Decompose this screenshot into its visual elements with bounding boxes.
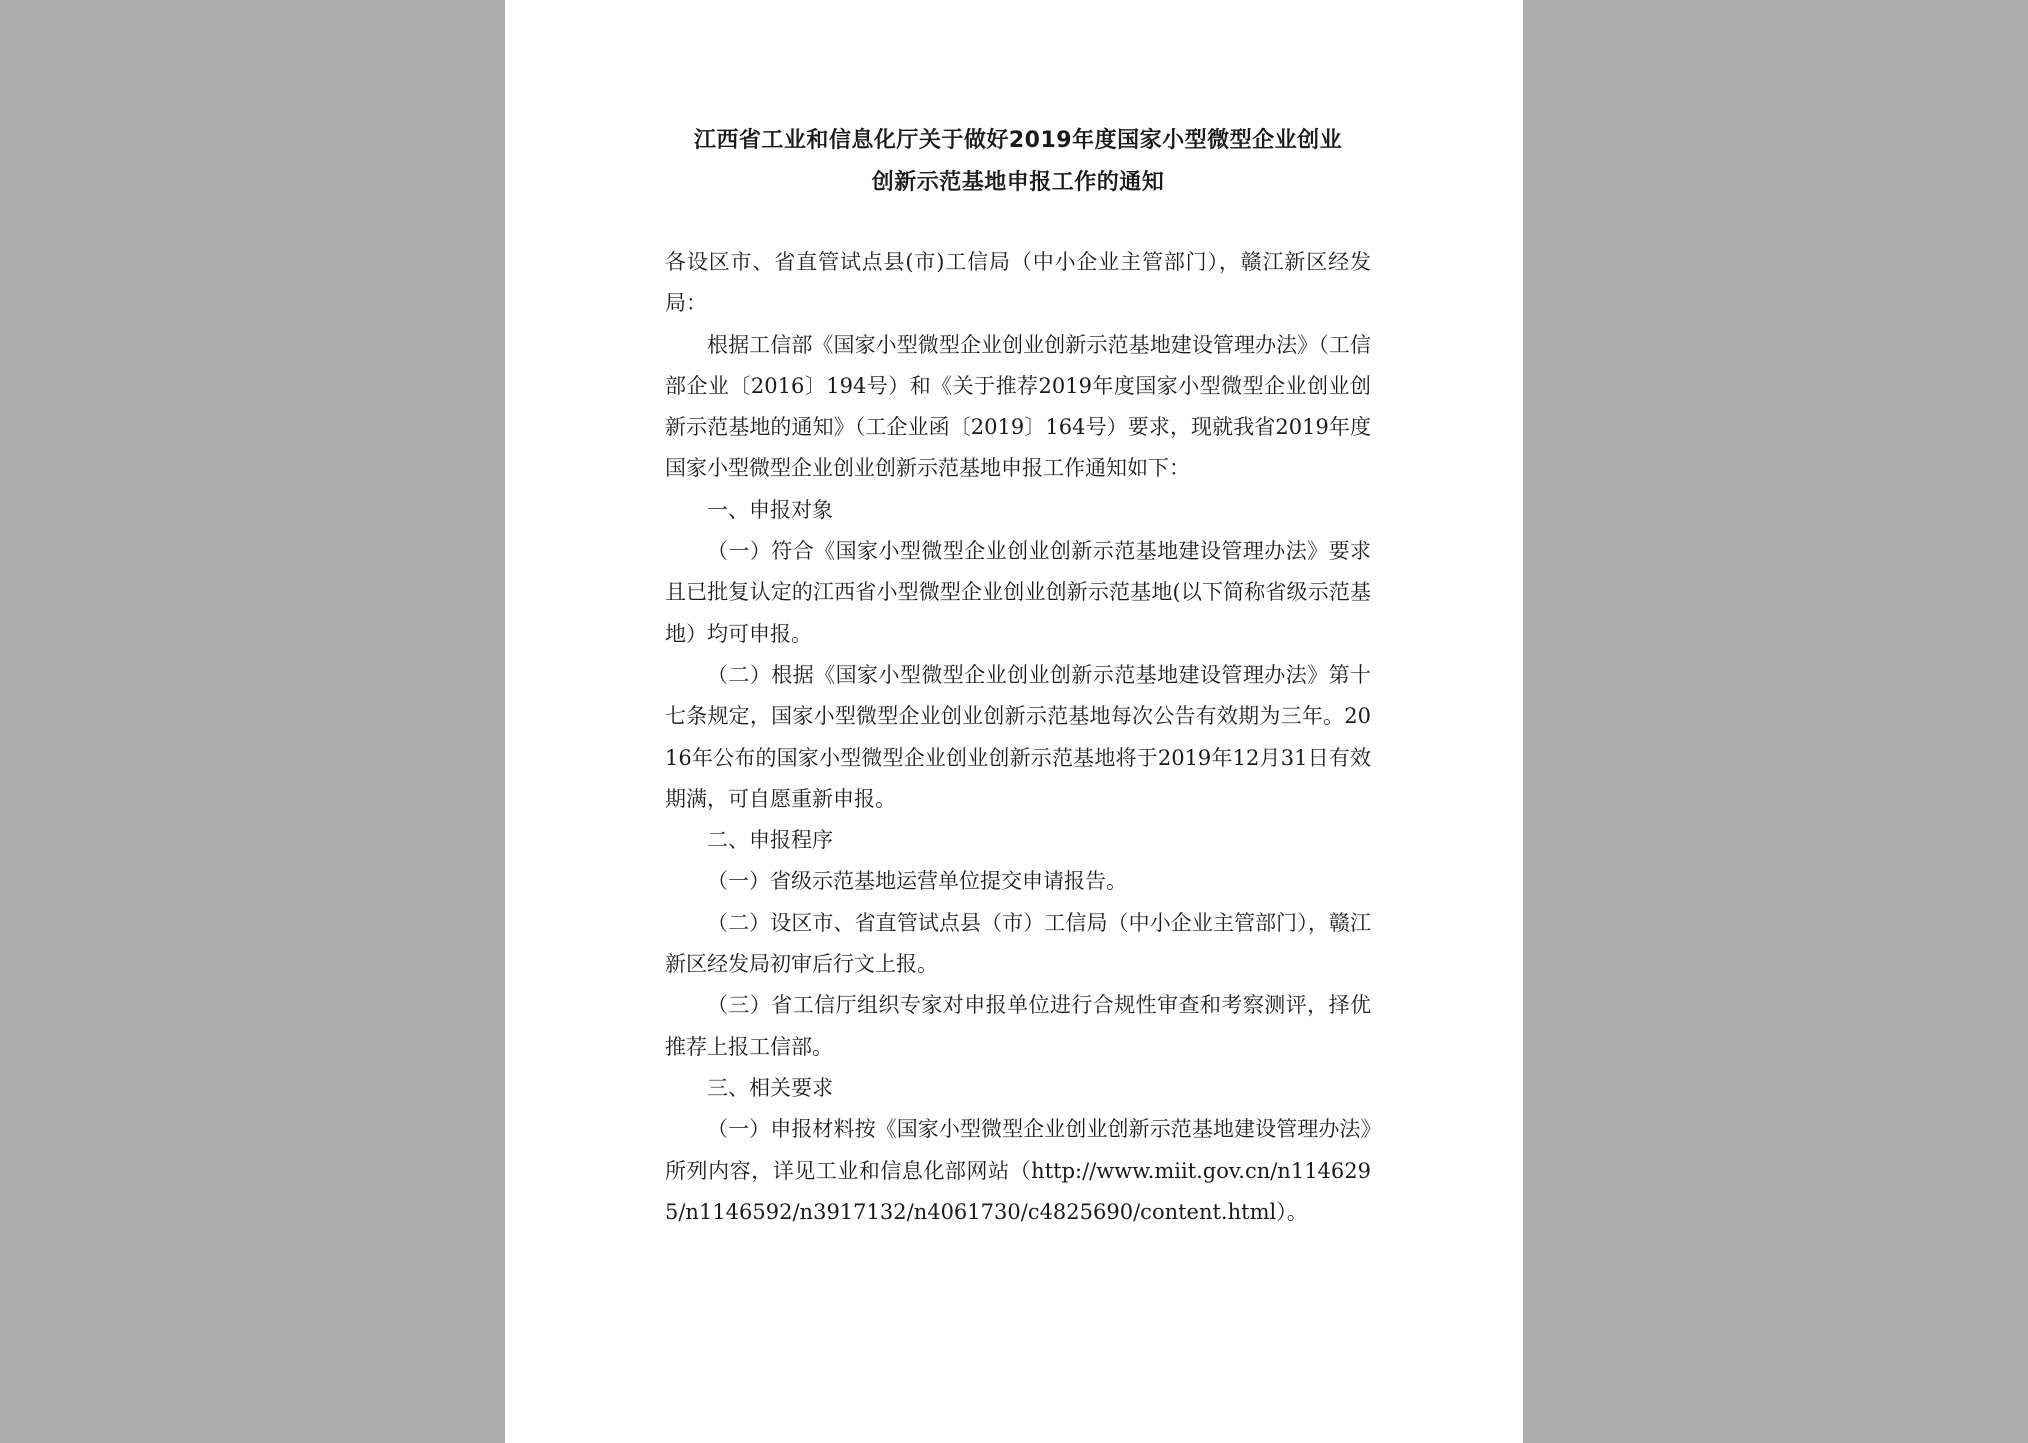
intro-paragraph: 根据工信部《国家小型微型企业创业创新示范基地建设管理办法》（工信部企业〔2016〕194号）和《关于推荐2019年度国家小型微型企业创业创新示范基地的通知》（工企业函〔2019〕164号）要求，现就我省2019年度国家小型微型企业创业创新示范基地申报工作通知如下： bbox=[665, 332, 1371, 481]
section-1-item-1: （一）符合《国家小型微型企业创业创新示范基地建设管理办法》要求且已批复认定的江西省小型微型企业创业创新示范基地(以下简称省级示范基地）均可申报。 bbox=[665, 539, 1371, 646]
page-content bbox=[665, 120, 1371, 1233]
title-line-1: 江西省工业和信息化厅关于做好2019年度国家小型微型企业创业 bbox=[693, 128, 1343, 153]
section-1-item-2: （二）根据《国家小型微型企业创业创新示范基地建设管理办法》第十七条规定，国家小型微型企业创业创新示范基地每次公告有效期为三年。2016年公布的国家小型微型企业创业创新示范基地将于2019年12月31日有效期满，可自愿重新申报。 bbox=[665, 662, 1371, 811]
section-2-item-1: （一）省级示范基地运营单位提交申请报告。 bbox=[707, 869, 1127, 894]
section-heading-1: 一、申报对象 bbox=[707, 497, 833, 522]
section-heading-3: 三、相关要求 bbox=[707, 1075, 833, 1100]
document-page bbox=[505, 0, 1523, 1443]
section-3-item-1: （一）申报材料按《国家小型微型企业创业创新示范基地建设管理办法》所列内容，详见工业和信息化部网站（http://www.miit.gov.cn/n1146295/n1146592/n3917132/n4061730/c4825690/content.html）。 bbox=[665, 1117, 1371, 1224]
salutation: 各设区市、省直管试点县(市)工信局（中小企业主管部门），赣江新区经发局： bbox=[665, 250, 1371, 316]
section-heading-2: 二、申报程序 bbox=[707, 828, 833, 853]
title-line-2: 创新示范基地申报工作的通知 bbox=[871, 170, 1165, 195]
section-2-item-3: （三）省工信厅组织专家对申报单位进行合规性审查和考察测评，择优推荐上报工信部。 bbox=[665, 993, 1371, 1059]
document-title bbox=[665, 120, 1371, 204]
section-2-item-2: （二）设区市、省直管试点县（市）工信局（中小企业主管部门），赣江新区经发局初审后行文上报。 bbox=[665, 910, 1371, 977]
